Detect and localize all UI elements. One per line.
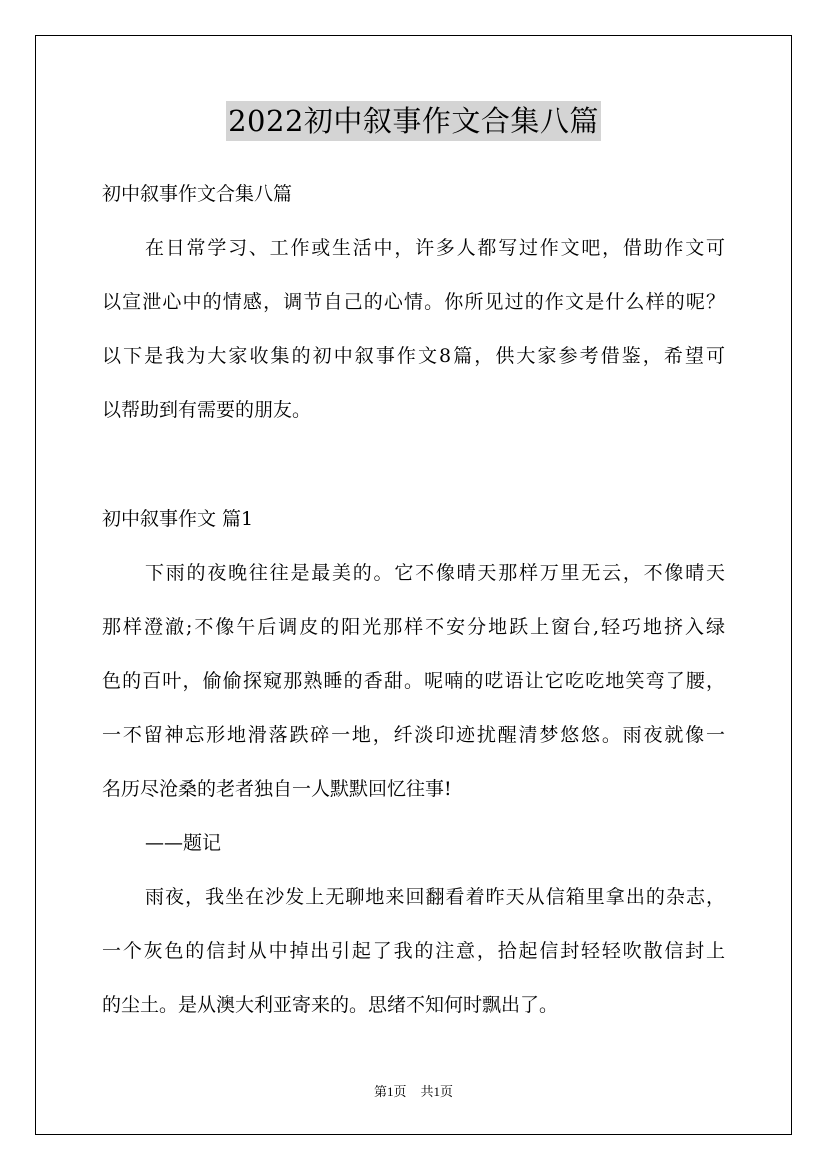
intro-line-3: 以下是我为大家收集的初中叙事作文8篇，供大家参考借鉴，希望可	[102, 345, 725, 367]
intro-line-2: 以宣泄心中的情感，调节自己的心情。你所见过的作文是什么样的呢？	[102, 291, 725, 313]
intro-line-4: 以帮助到有需要的朋友。	[102, 399, 312, 421]
document-title: 2022初中叙事作文合集八篇	[226, 101, 601, 141]
paragraph1-line-5: 名历尽沧桑的老者独自一人默默回忆往事!	[102, 778, 452, 800]
footer-page-number: 第1页	[373, 1084, 407, 1099]
title-container	[0, 101, 827, 141]
epigraph: ——题记	[145, 832, 222, 854]
paragraph2-line-2: 一个灰色的信封从中掉出引起了我的注意，拾起信封轻轻吹散信封上	[102, 940, 725, 962]
paragraph1-line-4: 一不留神忘形地滑落跌碎一地，纤淡印迹扰醒清梦悠悠。雨夜就像一	[102, 724, 725, 746]
paragraph2-line-3: 的尘土。是从澳大利亚寄来的。思绪不知何时飘出了。	[102, 994, 559, 1016]
paragraph1-line-2: 那样澄澈;不像午后调皮的阳光那样不安分地跃上窗台,轻巧地挤入绿	[102, 616, 725, 638]
intro-line-1: 在日常学习、工作或生活中，许多人都写过作文吧，借助作文可	[145, 237, 725, 259]
paragraph1-line-3: 色的百叶，偷偷探窥那熟睡的香甜。呢喃的呓语让它吃吃地笑弯了腰，	[102, 670, 725, 692]
document-subtitle: 初中叙事作文合集八篇	[102, 183, 293, 205]
section-heading: 初中叙事作文 篇1	[102, 508, 254, 530]
paragraph2-line-1: 雨夜，我坐在沙发上无聊地来回翻看着昨天从信箱里拿出的杂志，	[145, 886, 725, 908]
footer-total-pages: 共1页	[420, 1084, 454, 1099]
page-footer	[0, 1083, 827, 1101]
paragraph1-line-1: 下雨的夜晚往往是最美的。它不像晴天那样万里无云，不像晴天	[145, 562, 725, 584]
